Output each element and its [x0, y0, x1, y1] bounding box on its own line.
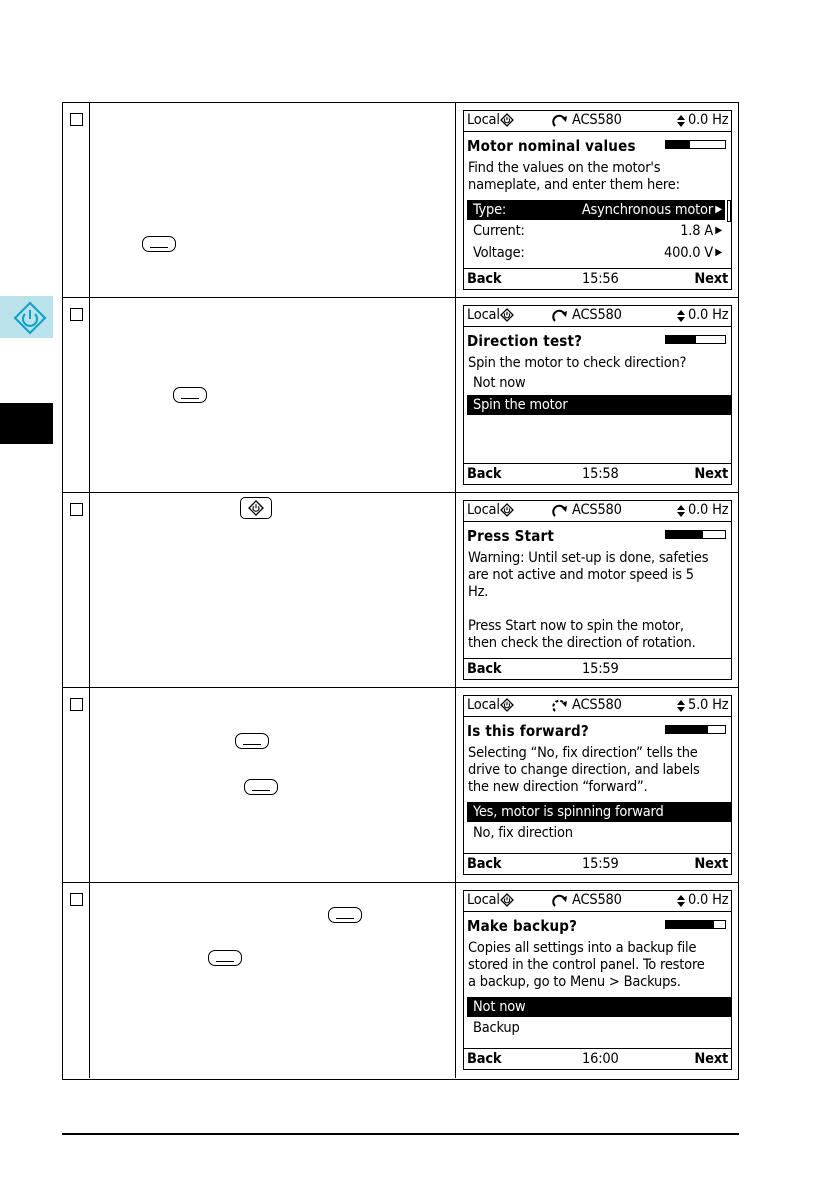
step-row: [63, 883, 738, 1078]
view-title: Make backup?: [467, 917, 578, 935]
next-softkey[interactable]: Next: [694, 466, 728, 482]
drive-name: ACS580: [572, 892, 622, 908]
reference-value: 0.0 Hz: [688, 112, 729, 128]
step-checkbox[interactable]: [70, 893, 83, 906]
back-softkey[interactable]: Back: [467, 856, 502, 872]
control-panel-display: [463, 890, 732, 1070]
rotation-direction-icon: [552, 894, 568, 912]
arrow-right-icon: ▶: [715, 247, 722, 258]
updown-arrows-icon: [676, 699, 686, 717]
local-start-icon: [500, 503, 514, 521]
list-item[interactable]: Type: Asynchronous motor ▶: [467, 200, 725, 220]
start-icon: [12, 300, 48, 336]
rotation-direction-icon: [552, 504, 568, 522]
step-checkbox[interactable]: [70, 113, 83, 126]
control-location: Local: [467, 307, 500, 323]
softkey-bar: [464, 463, 731, 484]
list-item[interactable]: Voltage: 400.0 V ▶: [473, 245, 722, 261]
reference-value: 0.0 Hz: [688, 307, 729, 323]
status-bar: [464, 111, 731, 132]
step-checkbox[interactable]: [70, 308, 83, 321]
control-panel-display: [463, 500, 732, 680]
control-panel-display: [463, 110, 732, 290]
view-title: Press Start: [467, 527, 555, 545]
control-location: Local: [467, 502, 500, 518]
back-softkey[interactable]: Back: [467, 1051, 502, 1067]
step-row: [63, 103, 738, 298]
list-item[interactable]: Yes, motor is spinning forward: [467, 802, 731, 822]
step-checkbox[interactable]: [70, 503, 83, 516]
softkey-bar: [464, 268, 731, 289]
progress-bar: [665, 140, 726, 149]
softkey-icon: [208, 950, 242, 966]
updown-arrows-icon: [676, 309, 686, 327]
clock: 15:59: [582, 856, 619, 872]
step-checkbox[interactable]: [70, 698, 83, 711]
rotating-icon: [552, 699, 568, 717]
arrow-right-icon: ▶: [715, 225, 722, 236]
reference-value: 0.0 Hz: [688, 502, 729, 518]
softkey-bar: [464, 658, 731, 679]
clock: 15:56: [582, 271, 619, 287]
softkey-icon: [142, 236, 176, 252]
view-title: Motor nominal values: [467, 137, 636, 155]
rotation-direction-icon: [552, 114, 568, 132]
reference-value: 5.0 Hz: [688, 697, 729, 713]
local-start-icon: [500, 113, 514, 131]
step-instructions: [90, 493, 456, 687]
arrow-right-icon: ▶: [715, 204, 722, 215]
step-row: [63, 493, 738, 688]
control-panel-display: [463, 305, 732, 485]
chapter-marker: [0, 403, 53, 444]
footer-rule: [62, 1133, 739, 1135]
start-chapter-tab: [0, 296, 53, 338]
drive-name: ACS580: [572, 112, 622, 128]
progress-fill: [666, 336, 696, 343]
list-item[interactable]: Not now: [473, 375, 526, 391]
softkey-icon: [328, 907, 362, 923]
softkey-bar: [464, 853, 731, 874]
progress-fill: [666, 141, 690, 148]
drive-name: ACS580: [572, 697, 622, 713]
progress-bar: [665, 530, 726, 539]
updown-arrows-icon: [676, 114, 686, 132]
list-item[interactable]: Current: 1.8 A ▶: [473, 223, 722, 239]
status-bar: [464, 501, 731, 522]
progress-fill: [666, 726, 708, 733]
progress-fill: [666, 921, 714, 928]
back-softkey[interactable]: Back: [467, 466, 502, 482]
next-softkey[interactable]: Next: [694, 1051, 728, 1067]
softkey-icon: [244, 779, 278, 795]
back-softkey[interactable]: Back: [467, 661, 502, 677]
progress-bar: [665, 920, 726, 929]
progress-bar: [665, 335, 726, 344]
start-key-icon: [240, 497, 272, 519]
list-item[interactable]: Not now: [467, 997, 731, 1017]
step-instructions: [90, 103, 456, 297]
next-softkey[interactable]: Next: [694, 856, 728, 872]
next-softkey[interactable]: Next: [694, 271, 728, 287]
view-text: Warning: Until set-up is done, safeties are not active and motor speed is 5 Hz. Press Start now to spin the motor, then check the direction of rotation.: [468, 550, 709, 651]
updown-arrows-icon: [676, 894, 686, 912]
reference-value: 0.0 Hz: [688, 892, 729, 908]
status-bar: [464, 891, 731, 912]
view-text: Find the values on the motor's nameplate, and enter them here:: [468, 160, 680, 193]
view-text: Copies all settings into a backup file stored in the control panel. To restore a backup, go to Menu > Backups.: [468, 940, 705, 990]
local-start-icon: [500, 698, 514, 716]
clock: 15:59: [582, 661, 619, 677]
procedure-table: [62, 102, 739, 1080]
control-location: Local: [467, 697, 500, 713]
view-title: Direction test?: [467, 332, 583, 350]
local-start-icon: [500, 308, 514, 326]
control-panel-display: [463, 695, 732, 875]
softkey-icon: [173, 387, 207, 403]
status-bar: [464, 306, 731, 327]
view-text: Spin the motor to check direction?: [468, 355, 687, 371]
local-start-icon: [500, 893, 514, 911]
view-text: Selecting “No, fix direction” tells the drive to change direction, and labels the new direction “forward”.: [468, 745, 700, 795]
progress-fill: [666, 531, 703, 538]
list-item[interactable]: Spin the motor: [467, 395, 731, 415]
clock: 15:58: [582, 466, 619, 482]
softkey-bar: [464, 1048, 731, 1069]
control-location: Local: [467, 112, 500, 128]
control-location: Local: [467, 892, 500, 908]
softkey-icon: [235, 733, 269, 749]
updown-arrows-icon: [676, 504, 686, 522]
list-item[interactable]: No, fix direction: [473, 825, 573, 841]
clock: 16:00: [582, 1051, 619, 1067]
step-row: [63, 298, 738, 493]
list-item[interactable]: Backup: [473, 1020, 520, 1036]
scrollbar[interactable]: [727, 200, 731, 222]
back-softkey[interactable]: Back: [467, 271, 502, 287]
rotation-direction-icon: [552, 309, 568, 327]
step-row: [63, 688, 738, 883]
step-instructions: [90, 883, 456, 1078]
status-bar: [464, 696, 731, 717]
view-title: Is this forward?: [467, 722, 589, 740]
drive-name: ACS580: [572, 502, 622, 518]
step-instructions: [90, 298, 456, 492]
progress-bar: [665, 725, 726, 734]
drive-name: ACS580: [572, 307, 622, 323]
step-instructions: [90, 688, 456, 882]
